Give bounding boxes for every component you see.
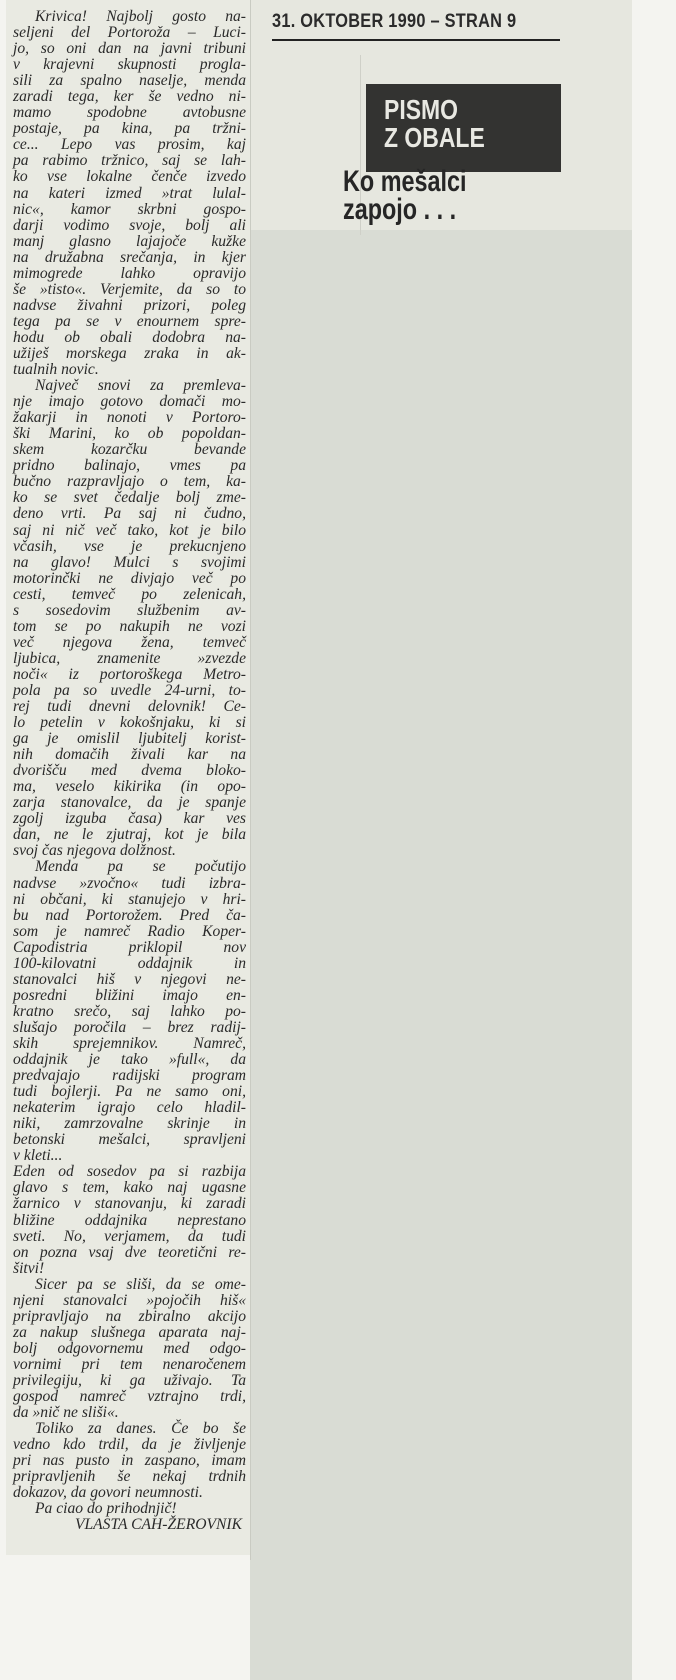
article-line: niki, zamrzovalne skrinje in xyxy=(13,1115,246,1133)
article-line: tega pa se v enournem spre- xyxy=(13,312,246,330)
article-line: hodu ob obali dodobra na- xyxy=(13,328,246,346)
article-line: na družabna srečanja, in kjer xyxy=(13,248,246,266)
article-line: skih sprejemnikov. Namreč, xyxy=(13,1035,246,1052)
article-line: noči« iz portoroškega Metro- xyxy=(13,665,246,683)
article-line: Krivica! Najbolj gosto na- xyxy=(35,8,246,25)
article-line: ški Marini, ko ob popoldan- xyxy=(13,425,246,443)
article-line: mamo spodobne avtobusne xyxy=(13,104,246,122)
article-line: mimogrede lahko opravijo xyxy=(13,264,246,282)
article-line: tudi bojlerji. Pa ne samo oni, xyxy=(13,1083,246,1101)
article-line: nic«, kamor skrbni gospo- xyxy=(13,200,246,218)
dateline-rule xyxy=(272,39,560,41)
article-line: Capodistria priklopil nov xyxy=(13,938,246,956)
article-paragraph xyxy=(13,1277,246,1421)
article-line: svoj čas njegova dolžnost. xyxy=(13,842,176,860)
article-line: v kleti... xyxy=(13,1147,63,1165)
article-line: ko vse lokalne čenče izvedo xyxy=(13,168,246,186)
article-line: sili za spalno naselje, menda xyxy=(13,72,246,90)
article-line: Največ snovi za premleva- xyxy=(35,377,246,395)
article-paragraph xyxy=(13,1164,246,1276)
article-line: pripravljajo na zbiralno akcijo xyxy=(13,1307,246,1325)
article-line: s sosedovim službenim av- xyxy=(13,601,246,619)
article-line: skem kozarčku bevande xyxy=(13,441,246,459)
article-line: saj ni nič več tako, kot je bilo xyxy=(13,521,246,539)
article-line: tom se po nakupih ne vozi xyxy=(13,617,246,635)
article-line: bu nad Portorožem. Pred ča- xyxy=(13,906,246,924)
article-line: njeni stanovalci »pojočih hiš« xyxy=(13,1291,246,1309)
article-line: dokazov, da govori neumnosti. xyxy=(13,1484,203,1502)
article-line: pripravljenih še nekaj trdnih xyxy=(13,1468,246,1486)
article-line: posredni bližini imajo en- xyxy=(13,986,246,1004)
article-line: nekaterim igrajo celo hladil- xyxy=(13,1099,246,1117)
article-line: cesti, temveč po zelenicah, xyxy=(13,585,246,603)
article-line: gospod namreč vztrajno trdi, xyxy=(13,1388,246,1406)
article-line: na kateri izmed »trat lulal- xyxy=(13,184,246,202)
article-line: šitvi! xyxy=(13,1259,45,1277)
article-line: postaje, pa kina, pa tržni- xyxy=(13,120,246,138)
article-line: pridno balinajo, vmes pa xyxy=(13,457,246,475)
article-line: ljubica, znamenite »zvezde xyxy=(13,649,246,667)
article-line: nih domačih živali kar na xyxy=(13,746,246,764)
article-line: glavo s tem, kako naj ugasne xyxy=(13,1179,246,1197)
article-line: ga je omislil ljubitelj korist- xyxy=(13,730,246,748)
article-line: som je namreč Radio Koper- xyxy=(13,922,246,940)
article-line: pa rabimo tržnico, saj se lah- xyxy=(13,152,246,170)
article-line: 100-kilovatni oddajnik in xyxy=(13,954,246,972)
article-line: oddajnik je tako »full«, da xyxy=(13,1051,246,1069)
article-line: lo petelin v kokošnjaku, ki si xyxy=(13,714,246,732)
article-line: več njegova žena, temveč xyxy=(13,633,246,651)
article-line: manj glasno lajajoče kužke xyxy=(13,232,246,250)
column-divider xyxy=(250,0,251,1560)
article-line: nje imajo gotovo domači mo- xyxy=(13,393,246,411)
article-line: deno vrti. Pa saj ni čudno, xyxy=(13,505,246,523)
dateline-text: 31. OKTOBER 1990 – STRAN 9 xyxy=(272,11,517,32)
article-line: žakarji in nonoti v Portoro- xyxy=(13,409,246,427)
kicker-line-1: PISMO xyxy=(384,94,458,125)
article-line: da »nič ne sliši«. xyxy=(13,1404,119,1422)
article-line: pola pa so uvedle 24-urni, to- xyxy=(13,681,246,699)
article-line: darji vodimo svoje, bolj ali xyxy=(13,216,246,234)
article-line: na glavo! Mulci s svojimi xyxy=(13,553,246,571)
article-line: zgolj izguba časa) kar ves xyxy=(13,810,246,828)
article-line: v krajevni skupnosti progla- xyxy=(13,56,246,74)
article-line: za nakup slušnega aparata naj- xyxy=(13,1323,246,1341)
article-paragraph xyxy=(13,1421,246,1501)
article-line: tualnih novic. xyxy=(13,361,99,379)
article-line: še »tisto«. Verjemite, da so to xyxy=(13,280,246,298)
article-line: vornimi pri tem nenaročenem xyxy=(13,1355,246,1373)
article-line: zarja stanovalce, da je spanje xyxy=(13,794,246,812)
article-line: kratno srečo, saj lahko po- xyxy=(13,1002,246,1020)
article-line: bučno razpravljajo o tem, ka- xyxy=(13,473,246,491)
article-line: ce... Lepo vas prosim, kaj xyxy=(13,136,246,154)
article-line: užiješ morskega zraka in ak- xyxy=(13,344,246,362)
article-line: Toliko za danes. Če bo še xyxy=(35,1420,246,1438)
article-line: bližine oddajnika neprestano xyxy=(13,1211,246,1229)
article-line: nadvse »zvočno« tudi izbra- xyxy=(13,874,246,892)
article-line: rej tudi dnevni delovnik! Ce- xyxy=(13,698,246,716)
dateline xyxy=(272,11,559,38)
article-line: Eden od sosedov pa si razbija xyxy=(13,1163,246,1181)
scan-background xyxy=(250,230,632,1680)
article-line: dvorišču med dvema bloko- xyxy=(13,762,246,780)
article-line: on pozna vsaj dve teoretični re- xyxy=(13,1243,246,1261)
kicker-line-2: Z OBALE xyxy=(384,122,485,153)
article-line: predvajajo radijski program xyxy=(13,1067,246,1085)
headline-line-1: Ko mešalci xyxy=(343,165,467,198)
author-signature: VLASTA CAH-ŽEROVNIK xyxy=(74,1516,242,1534)
article-body xyxy=(13,9,246,1533)
headline-line-2: zapojo . . . xyxy=(343,193,457,226)
article-line: pri nas pusto in zaspano, imam xyxy=(13,1452,246,1470)
article-line: Sicer pa se sliši, da se ome- xyxy=(35,1275,246,1293)
article-line: privilegiju, ki ga uživajo. Ta xyxy=(13,1371,246,1389)
article-paragraph xyxy=(13,9,246,378)
article-line: Pa ciao do prihodnjič! xyxy=(35,1500,177,1518)
article-line: seljeni del Portoroža – Luci- xyxy=(13,24,246,42)
article-line: Menda pa se počutijo xyxy=(35,858,246,876)
article-line: včasih, vse je prekucnjeno xyxy=(13,537,246,555)
article-line: sveti. No, verjamem, da tudi xyxy=(13,1227,246,1245)
article-paragraph xyxy=(13,378,246,859)
article-line: nadvse živahni prizori, poleg xyxy=(13,296,246,314)
article-line: stanovalci hiš v njegovi ne- xyxy=(13,970,246,988)
article-paragraph xyxy=(13,1501,246,1517)
article-line: ni občani, ki stanujejo v hri- xyxy=(13,890,246,908)
article-line: betonski mešalci, spravljeni xyxy=(13,1131,246,1149)
article-line: bolj odgovornemu med odgo- xyxy=(13,1339,246,1357)
article-line: vedno kdo trdil, da je življenje xyxy=(13,1436,246,1454)
article-line: ko se svet čedalje bolj zme- xyxy=(13,489,246,507)
article-line: slušajo poročila – brez radij- xyxy=(13,1018,246,1036)
article-line: jo, so oni dan na javni tribuni xyxy=(13,40,246,58)
article-line: motorinčki ne divjajo več po xyxy=(13,569,246,587)
headline xyxy=(343,165,501,226)
article-line: dan, ne le zjutraj, kot je bila xyxy=(13,826,246,844)
section-kicker-box xyxy=(366,84,561,172)
article-line: zaradi tega, ker še vedno ni- xyxy=(13,88,246,106)
article-line: ma, veselo kikirika (in opo- xyxy=(13,778,246,796)
article-line: žarnico v stanovanju, ki zaradi xyxy=(13,1195,246,1213)
article-paragraph xyxy=(13,859,246,1164)
